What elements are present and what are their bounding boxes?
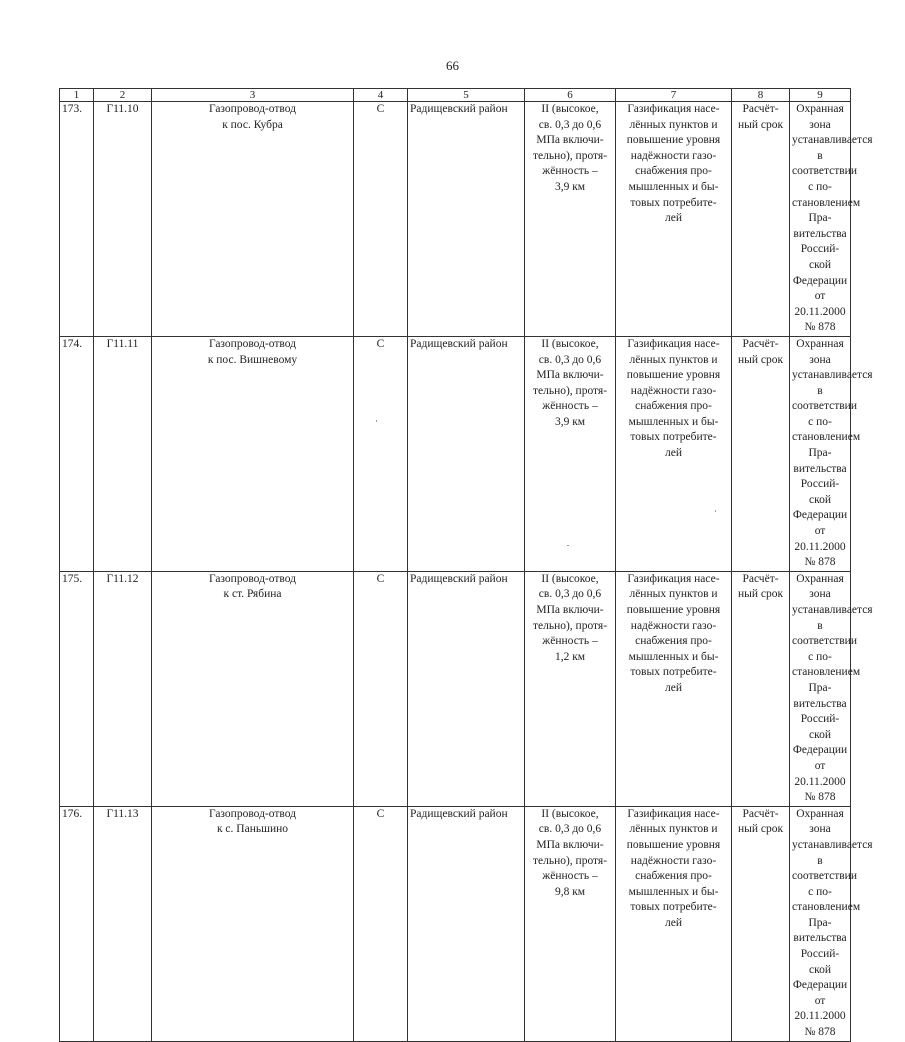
- row-number-text: 175.: [62, 572, 83, 585]
- table-body: [60, 102, 873, 1042]
- cell-term: [732, 336, 790, 571]
- cell-term: [732, 571, 790, 806]
- object-name-text: Газопровод-отвод к пос. Вишневому: [207, 337, 298, 366]
- cell-term: [732, 102, 790, 337]
- pipeline-parameters-text: II (высокое, св. 0,3 до 0,6 МПа включи- тельно), протя- жённость – 9,8 км: [532, 807, 608, 898]
- scan-speck: [376, 420, 377, 422]
- table-row: [60, 336, 851, 571]
- row-number-text: 174.: [62, 337, 83, 350]
- cell-pipeline-parameters: [525, 336, 616, 571]
- term-text: Расчёт- ный срок: [737, 337, 784, 366]
- object-name-text: Газопровод-отвод к с. Паньшино: [208, 807, 297, 836]
- cell-purpose: [616, 102, 732, 337]
- pipeline-parameters-text: II (высокое, св. 0,3 до 0,6 МПа включи- тельно), протя- жённость – 3,9 км: [532, 337, 608, 428]
- object-type-text: С: [376, 337, 385, 350]
- scan-speck: [715, 510, 716, 512]
- column-header-5: 5: [408, 89, 525, 102]
- object-type-text: С: [376, 572, 385, 585]
- column-header-8: 8: [732, 89, 790, 102]
- scan-speck: [567, 545, 569, 546]
- object-name-text: Газопровод-отвод к пос. Кубра: [208, 103, 297, 131]
- cell-protection-zone: [790, 336, 873, 571]
- object-code-text: Г11.13: [106, 807, 139, 820]
- cell-object-name: [152, 102, 354, 337]
- purpose-text: Газификация насе- лённых пунктов и повышение уровня надёжности газо- снабжения про- мышленных и бы- товых потребите- лей: [626, 337, 721, 460]
- column-header-9: 9: [790, 89, 851, 102]
- cell-object-type: [354, 102, 408, 337]
- purpose-text: Газификация насе- лённых пунктов и повышение уровня надёжности газо- снабжения про- мышленных и бы- товых потребите- лей: [626, 103, 721, 225]
- cell-row-number: [60, 102, 94, 337]
- column-header-6: 6: [525, 89, 616, 102]
- protection-zone-text: Охранная зона устанавливается в соответствии с по- становлением Пра- вительства Россий- ской Федерации от 20.11.2000 № 878: [792, 103, 873, 334]
- column-header-4: 4: [354, 89, 408, 102]
- protection-zone-text: Охранная зона устанавливается в соответствии с по- становлением Пра- вительства Россий- ской Федерации от 20.11.2000 № 878: [792, 807, 873, 1039]
- cell-pipeline-parameters: [525, 102, 616, 337]
- table-row: [60, 102, 851, 337]
- district-text: Радищевский район: [410, 807, 508, 820]
- cell-purpose: [616, 806, 732, 1041]
- term-text: Расчёт- ный срок: [737, 807, 784, 836]
- cell-row-number: [60, 571, 94, 806]
- object-type-text: С: [376, 807, 385, 820]
- column-header-2: 2: [94, 89, 152, 102]
- object-code-text: Г11.12: [106, 572, 139, 585]
- table-row: [60, 571, 851, 806]
- cell-protection-zone: [790, 571, 873, 806]
- object-name-text: Газопровод-отвод к ст. Рябина: [208, 572, 297, 601]
- page-number: 66: [446, 58, 459, 73]
- cell-district: [408, 336, 525, 571]
- table-row: [60, 806, 851, 1041]
- pipeline-parameters-text: II (высокое, св. 0,3 до 0,6 МПа включи- тельно), протя- жённость – 1,2 км: [532, 572, 608, 663]
- cell-object-code: [94, 806, 152, 1041]
- cell-purpose: [616, 336, 732, 571]
- protection-zone-text: Охранная зона устанавливается в соответствии с по- становлением Пра- вительства Россий- ской Федерации от 20.11.2000 № 878: [792, 337, 873, 569]
- district-text: Радищевский район: [410, 103, 508, 115]
- table-header: [60, 89, 851, 102]
- cell-district: [408, 571, 525, 806]
- object-code-text: Г11.11: [106, 337, 139, 350]
- cell-object-code: [94, 571, 152, 806]
- row-number-text: 176.: [62, 807, 83, 820]
- cell-pipeline-parameters: [525, 571, 616, 806]
- cell-protection-zone: [790, 102, 873, 337]
- column-header-7: 7: [616, 89, 732, 102]
- cell-row-number: [60, 806, 94, 1041]
- cell-pipeline-parameters: [525, 806, 616, 1041]
- cell-object-type: [354, 571, 408, 806]
- gas-pipeline-table: [59, 88, 873, 1042]
- cell-term: [732, 806, 790, 1041]
- column-header-1: 1: [60, 89, 94, 102]
- cell-object-code: [94, 102, 152, 337]
- cell-object-type: [354, 806, 408, 1041]
- cell-object-code: [94, 336, 152, 571]
- purpose-text: Газификация насе- лённых пунктов и повышение уровня надёжности газо- снабжения про- мышленных и бы- товых потребите- лей: [626, 807, 721, 929]
- cell-object-name: [152, 336, 354, 571]
- protection-zone-text: Охранная зона устанавливается в соответствии с по- становлением Пра- вительства Россий- ской Федерации от 20.11.2000 № 878: [792, 572, 873, 804]
- row-number-text: 173.: [62, 103, 83, 115]
- column-header-3: 3: [152, 89, 354, 102]
- term-text: Расчёт- ный срок: [737, 572, 784, 601]
- purpose-text: Газификация насе- лённых пунктов и повышение уровня надёжности газо- снабжения про- мышленных и бы- товых потребите- лей: [626, 572, 721, 694]
- object-type-text: С: [376, 103, 385, 115]
- header-row: [60, 89, 851, 102]
- cell-protection-zone: [790, 806, 873, 1041]
- term-text: Расчёт- ный срок: [737, 103, 784, 131]
- cell-object-name: [152, 806, 354, 1041]
- pipeline-parameters-text: II (высокое, св. 0,3 до 0,6 МПа включи- тельно), протя- жённость – 3,9 км: [532, 103, 608, 193]
- cell-object-name: [152, 571, 354, 806]
- cell-object-type: [354, 336, 408, 571]
- object-code-text: Г11.10: [106, 103, 139, 115]
- district-text: Радищевский район: [410, 337, 508, 350]
- cell-district: [408, 806, 525, 1041]
- cell-purpose: [616, 571, 732, 806]
- cell-district: [408, 102, 525, 337]
- district-text: Радищевский район: [410, 572, 508, 585]
- cell-row-number: [60, 336, 94, 571]
